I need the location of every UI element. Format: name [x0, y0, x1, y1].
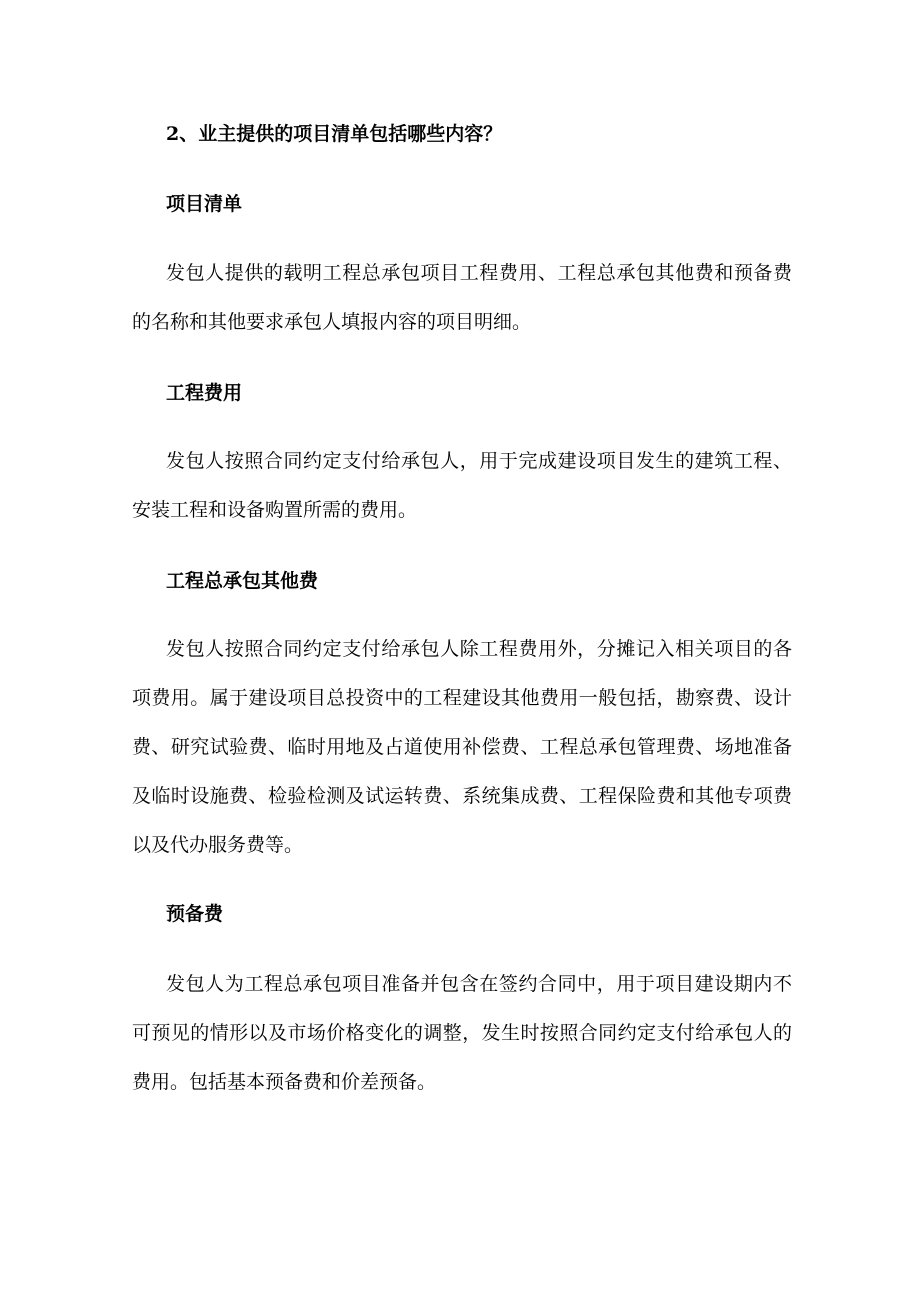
section-body-reserve-fee: 发包人为工程总承包项目准备并包含在签约合同中，用于项目建设期内不可预见的情形以及市场价格变化的调整，发生时按照合同约定支付给承包人的费用。包括基本预备费和价差预备。	[132, 973, 792, 1093]
section-body-project-list: 发包人提供的载明工程总承包项目工程费用、工程总承包其他费和预备费的名称和其他要求承包人填报内容的项目明细。	[132, 262, 792, 333]
section-heading-reserve-fee: 预备费	[166, 903, 224, 925]
section-heading-engineering-cost: 工程费用	[166, 382, 243, 404]
section-heading-project-list: 项目清单	[166, 193, 243, 215]
question-title: 2、业主提供的项目清单包括哪些内容？	[166, 123, 503, 145]
section-heading-other-fees: 工程总承包其他费	[166, 570, 319, 592]
section-body-engineering-cost: 发包人按照合同约定支付给承包人，用于完成建设项目发生的建筑工程、安装工程和设备购置所需的费用。	[132, 450, 792, 521]
section-body-other-fees: 发包人按照合同约定支付给承包人除工程费用外，分摊记入相关项目的各项费用。属于建设项目总投资中的工程建设其他费用一般包括，勘察费、设计费、研究试验费、临时用地及占道使用补偿费、工程总承包管理费、场地准备及临时设施费、检验检测及试运转费、系统集成费、工程保险费和其他专项费以及代办服务费等。	[132, 638, 792, 856]
